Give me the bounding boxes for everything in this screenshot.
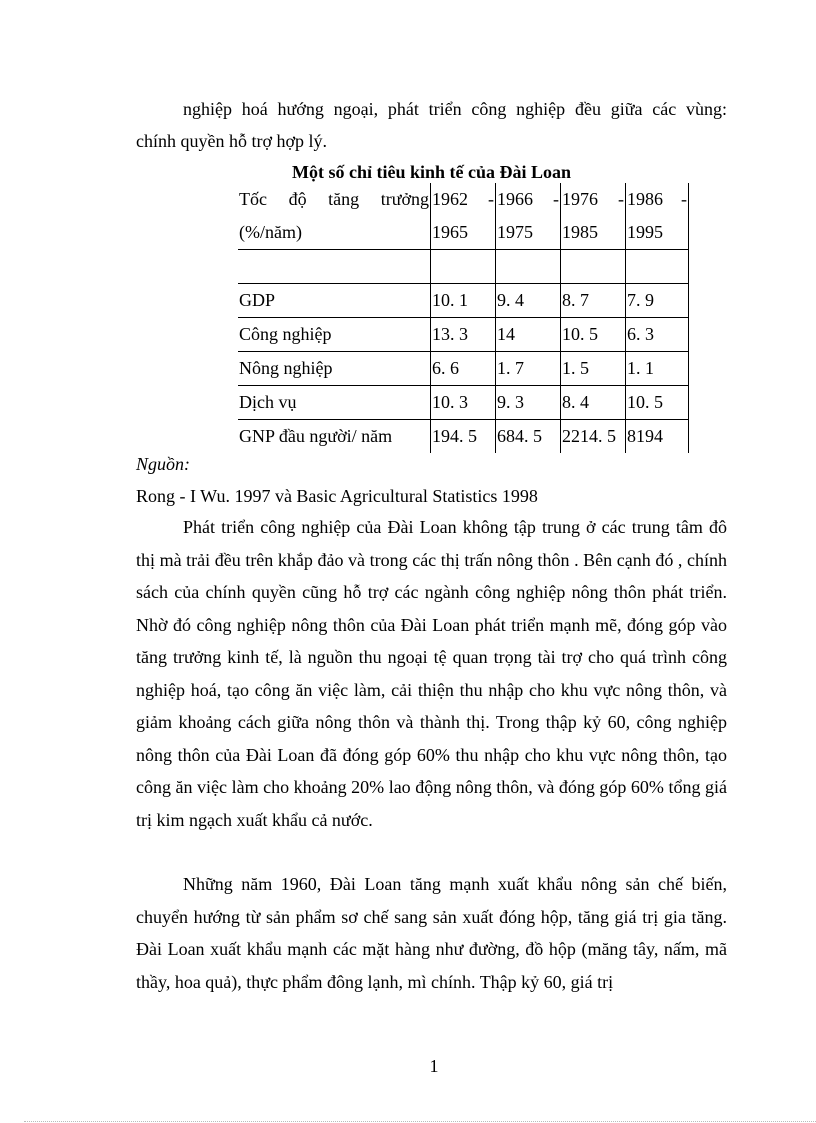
header-unit: (%/năm) xyxy=(239,222,302,242)
header-label-cell xyxy=(238,183,431,250)
table-row xyxy=(238,284,689,318)
row-value: 684. 5 xyxy=(496,420,561,454)
source-text: Rong - I Wu. 1997 và Basic Agricultural Statistics 1998 xyxy=(136,486,538,506)
table-row xyxy=(238,318,689,352)
header-label-words xyxy=(239,183,429,216)
period-cell xyxy=(431,183,496,250)
period-start: 1962 xyxy=(432,189,468,209)
row-value: 6. 6 xyxy=(431,352,496,386)
period-start: 1966 xyxy=(497,189,533,209)
row-value: 8194 xyxy=(626,420,689,454)
period-end: 1975 xyxy=(497,222,533,242)
row-value: 8. 4 xyxy=(561,386,626,420)
header-word: trưởng xyxy=(380,189,429,209)
page-number: 1 xyxy=(429,1056,439,1076)
paragraph-rural-industry: Phát triển công nghiệp của Đài Loan không tập trung ở các trung tâm đô thị mà trải đều trên khắp đảo và trong các thị trấn nông thôn . Bên cạnh đó , chính sách của chính quyền cũng hỗ trợ các ngành công nghiệp nông thôn phát triển. Nhờ đó công nghiệp nông thôn của Đài Loan phát triển mạnh mẽ, đóng góp vào tăng trưởng kinh tế, là nguồn thu ngoại tệ quan trọng tài trợ cho quá trình công nghiệp hoá, tạo công ăn việc làm, cải thiện thu nhập cho khu vực nông thôn, và giảm khoảng cách giữa nông thôn và thành thị. Trong thập kỷ 60, công nghiệp nông thôn của Đài Loan đã đóng góp 60% thu nhập cho khu vực nông thôn, tạo công ăn việc làm cho khoảng 20% lao động nông thôn, và đóng góp 60% tổng giá trị kim ngạch xuất khẩu cả nước. xyxy=(136,517,727,830)
table-row xyxy=(238,420,689,454)
row-value: 14 xyxy=(496,318,561,352)
intro-line-1: nghiệp hoá hướng ngoại, phát triển công nghiệp đều giữa các vùng: xyxy=(183,99,727,119)
row-value: 1. 1 xyxy=(626,352,689,386)
header-word: Tốc xyxy=(239,189,267,209)
period-cell xyxy=(496,183,561,250)
header-word: tăng xyxy=(328,189,360,209)
table-header-row xyxy=(238,183,689,250)
period-end: 1985 xyxy=(562,222,598,242)
row-value: 1. 7 xyxy=(496,352,561,386)
row-label: GDP xyxy=(238,284,431,318)
row-value: 6. 3 xyxy=(626,318,689,352)
row-value: 10. 5 xyxy=(561,318,626,352)
row-value: 10. 5 xyxy=(626,386,689,420)
period-dash: - xyxy=(618,189,624,209)
table-title: Một số chỉ tiêu kinh tế của Đài Loan xyxy=(291,162,572,182)
period-cell xyxy=(626,183,689,250)
source-label: Nguồn: xyxy=(136,454,190,474)
period-cell xyxy=(561,183,626,250)
period-end: 1995 xyxy=(627,222,663,242)
period-dash: - xyxy=(488,189,494,209)
row-value: 9. 3 xyxy=(496,386,561,420)
period-start: 1986 xyxy=(627,189,663,209)
table-empty-row xyxy=(238,250,689,284)
row-label: Dịch vụ xyxy=(238,386,431,420)
row-value: 8. 7 xyxy=(561,284,626,318)
row-value: 10. 3 xyxy=(431,386,496,420)
row-value: 10. 1 xyxy=(431,284,496,318)
intro-line-2: chính quyền hỗ trợ hợp lý. xyxy=(136,131,328,151)
period-dash: - xyxy=(681,189,687,209)
period-start: 1976 xyxy=(562,189,598,209)
row-label: Nông nghiệp xyxy=(238,352,431,386)
footer-divider xyxy=(24,1121,816,1122)
economic-indicators-table xyxy=(238,183,689,453)
row-value: 1. 5 xyxy=(561,352,626,386)
row-value: 13. 3 xyxy=(431,318,496,352)
row-value: 2214. 5 xyxy=(561,420,626,454)
period-dash: - xyxy=(553,189,559,209)
row-value: 7. 9 xyxy=(626,284,689,318)
paragraph-exports: Những năm 1960, Đài Loan tăng mạnh xuất khẩu nông sản chế biến, chuyển hướng từ sản phẩm sơ chế sang sản xuất đóng hộp, tăng giá trị gia tăng. Đài Loan xuất khẩu mạnh các mặt hàng như đường, đồ hộp (măng tây, nấm, mã thầy, hoa quả), thực phẩm đông lạnh, mì chính. Thập kỷ 60, giá trị xyxy=(136,874,727,992)
header-word: độ xyxy=(288,189,307,209)
row-label: GNP đầu người/ năm xyxy=(238,420,431,454)
row-value: 194. 5 xyxy=(431,420,496,454)
period-end: 1965 xyxy=(432,222,468,242)
table-row xyxy=(238,386,689,420)
row-value: 9. 4 xyxy=(496,284,561,318)
row-label: Công nghiệp xyxy=(238,318,431,352)
table-row xyxy=(238,352,689,386)
